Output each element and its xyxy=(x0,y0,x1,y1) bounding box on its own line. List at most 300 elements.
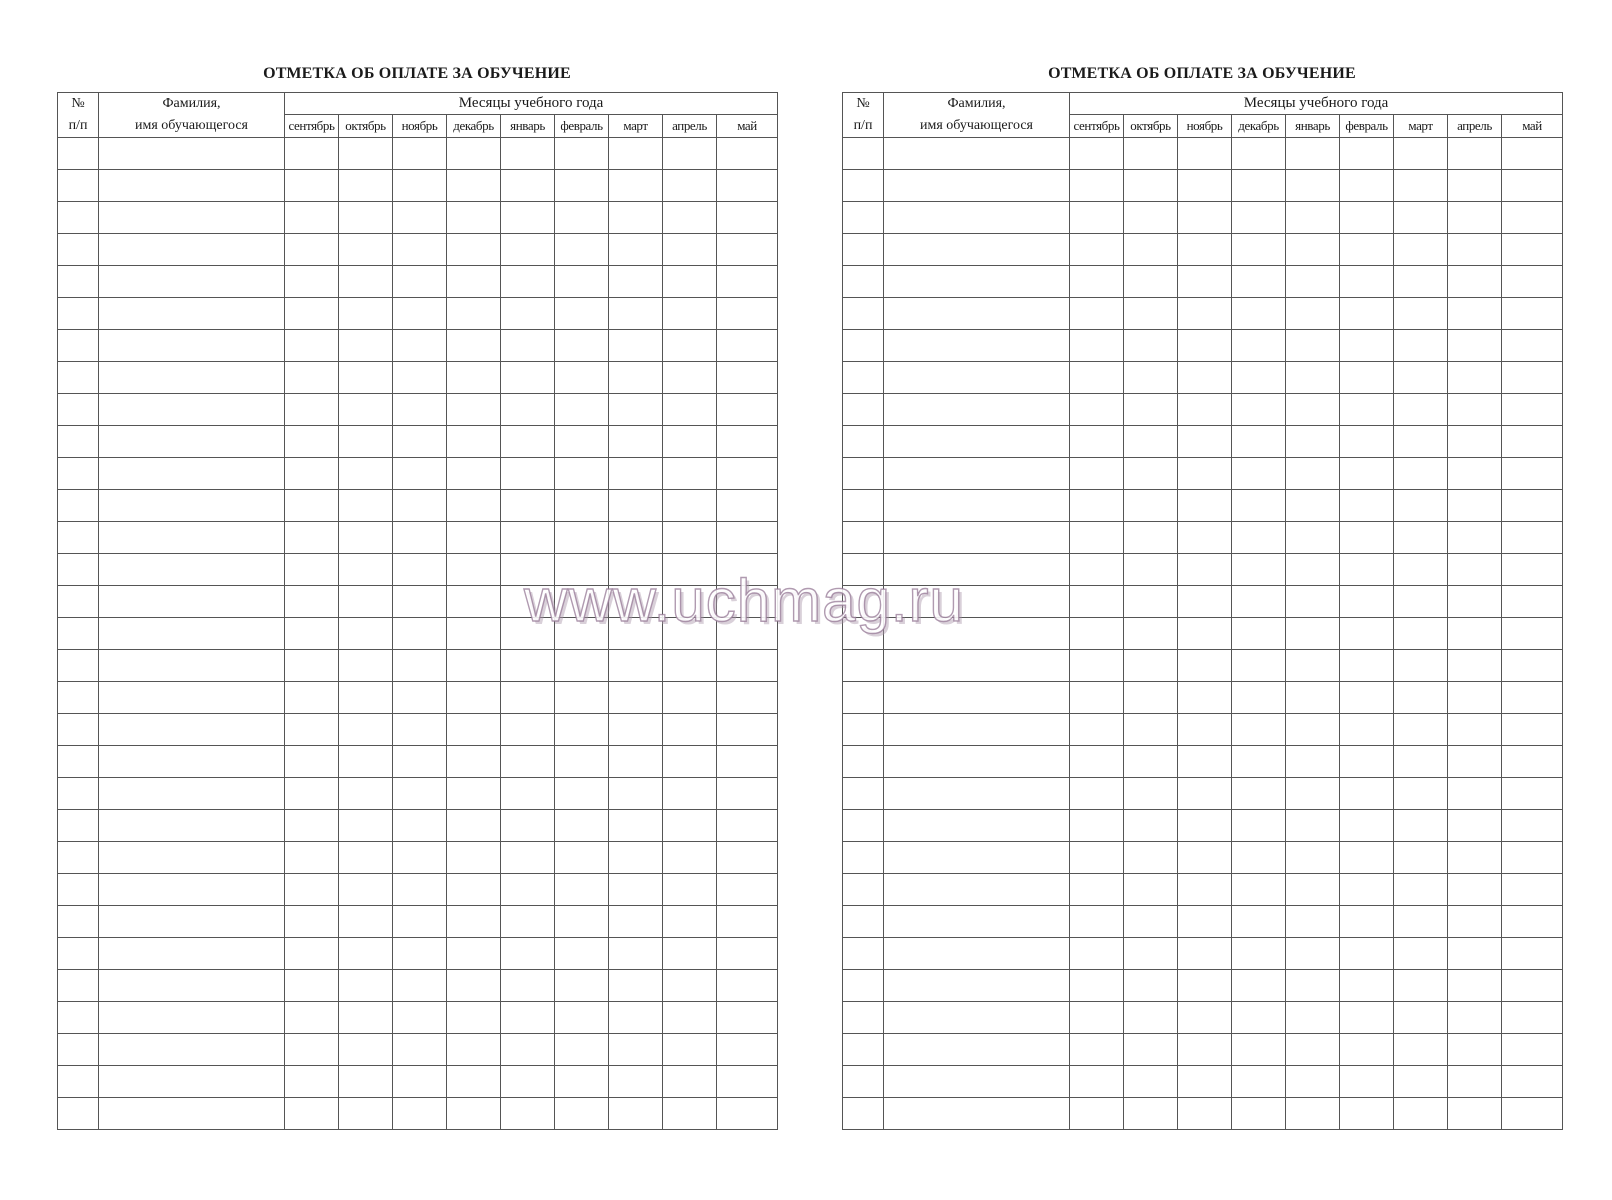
month-cell xyxy=(501,458,555,490)
month-cell xyxy=(1124,362,1178,394)
month-cell xyxy=(663,650,717,682)
month-cell xyxy=(1070,778,1124,810)
month-cell xyxy=(1448,426,1502,458)
month-cell xyxy=(1286,458,1340,490)
month-cell xyxy=(1286,586,1340,618)
table-row xyxy=(843,618,1563,650)
month-cell xyxy=(609,938,663,970)
month-cell xyxy=(1394,778,1448,810)
month-cell xyxy=(1340,906,1394,938)
month-cell xyxy=(609,874,663,906)
month-cell xyxy=(609,714,663,746)
month-cell xyxy=(1502,682,1563,714)
month-cell xyxy=(717,554,778,586)
month-cell xyxy=(717,266,778,298)
name-cell xyxy=(884,330,1070,362)
month-header: май xyxy=(1502,115,1563,138)
month-cell xyxy=(555,682,609,714)
month-cell xyxy=(285,202,339,234)
month-cell xyxy=(393,682,447,714)
month-header: май xyxy=(717,115,778,138)
month-cell xyxy=(1070,170,1124,202)
month-cell xyxy=(555,618,609,650)
month-cell xyxy=(1286,234,1340,266)
number-cell xyxy=(843,522,884,554)
table-row xyxy=(843,490,1563,522)
month-cell xyxy=(501,1034,555,1066)
month-cell xyxy=(555,650,609,682)
table-row xyxy=(58,746,778,778)
month-cell xyxy=(285,842,339,874)
table-row xyxy=(843,650,1563,682)
table-row xyxy=(843,1002,1563,1034)
number-cell xyxy=(843,842,884,874)
month-cell xyxy=(447,234,501,266)
month-cell xyxy=(1070,138,1124,170)
table-row xyxy=(58,266,778,298)
month-cell xyxy=(1394,970,1448,1002)
month-cell xyxy=(555,842,609,874)
number-cell xyxy=(843,426,884,458)
month-cell xyxy=(339,554,393,586)
month-cell xyxy=(393,426,447,458)
month-cell xyxy=(1502,298,1563,330)
month-cell xyxy=(1178,586,1232,618)
month-cell xyxy=(1394,1066,1448,1098)
month-cell xyxy=(1178,1034,1232,1066)
month-cell xyxy=(447,362,501,394)
month-cell xyxy=(393,778,447,810)
number-abbr: п/п xyxy=(853,118,873,133)
month-cell xyxy=(393,330,447,362)
month-cell xyxy=(1394,266,1448,298)
month-cell xyxy=(1340,746,1394,778)
month-cell xyxy=(501,746,555,778)
month-cell xyxy=(1340,842,1394,874)
month-cell xyxy=(1448,394,1502,426)
month-cell xyxy=(1070,618,1124,650)
month-cell xyxy=(1448,330,1502,362)
table-body xyxy=(58,138,778,1130)
month-cell xyxy=(339,1098,393,1130)
table-row xyxy=(58,554,778,586)
number-cell xyxy=(58,682,99,714)
month-cell xyxy=(1340,522,1394,554)
month-cell xyxy=(339,906,393,938)
month-cell xyxy=(1124,522,1178,554)
month-cell xyxy=(1070,234,1124,266)
month-cell xyxy=(285,522,339,554)
payment-sheet-right xyxy=(842,62,1562,1130)
column-header-months: Месяцы учебного года xyxy=(285,93,778,115)
month-cell xyxy=(1448,1002,1502,1034)
number-cell xyxy=(58,330,99,362)
month-cell xyxy=(285,554,339,586)
month-cell xyxy=(1070,874,1124,906)
month-cell xyxy=(1394,1002,1448,1034)
month-cell xyxy=(285,170,339,202)
month-cell xyxy=(717,842,778,874)
month-cell xyxy=(1502,746,1563,778)
month-cell xyxy=(393,938,447,970)
month-cell xyxy=(1232,714,1286,746)
number-cell xyxy=(58,522,99,554)
number-sign: № xyxy=(856,96,870,111)
month-cell xyxy=(663,458,717,490)
month-cell xyxy=(1502,618,1563,650)
month-cell xyxy=(1124,170,1178,202)
payment-sheet-left xyxy=(57,62,777,1130)
name-cell xyxy=(99,714,285,746)
month-cell xyxy=(447,522,501,554)
month-cell xyxy=(1232,1034,1286,1066)
name-cell xyxy=(99,1066,285,1098)
month-cell xyxy=(1448,138,1502,170)
table-row xyxy=(58,970,778,1002)
name-cell xyxy=(99,458,285,490)
month-cell xyxy=(609,810,663,842)
month-cell xyxy=(555,554,609,586)
month-cell xyxy=(1340,1066,1394,1098)
month-cell xyxy=(1178,650,1232,682)
column-header-name xyxy=(99,93,285,138)
table-row xyxy=(843,202,1563,234)
month-cell xyxy=(1232,746,1286,778)
number-cell xyxy=(843,1098,884,1130)
month-cell xyxy=(1178,938,1232,970)
month-header: март xyxy=(1394,115,1448,138)
month-cell xyxy=(285,938,339,970)
name-cell xyxy=(884,874,1070,906)
table-row xyxy=(58,618,778,650)
month-cell xyxy=(1448,906,1502,938)
month-cell xyxy=(1340,170,1394,202)
month-cell xyxy=(1448,618,1502,650)
month-header: ноябрь xyxy=(1178,115,1232,138)
month-cell xyxy=(1070,1034,1124,1066)
month-header: январь xyxy=(501,115,555,138)
month-cell xyxy=(393,650,447,682)
month-cell xyxy=(393,298,447,330)
month-cell xyxy=(1340,970,1394,1002)
month-cell xyxy=(1502,458,1563,490)
number-cell xyxy=(58,938,99,970)
month-cell xyxy=(1070,362,1124,394)
month-cell xyxy=(717,970,778,1002)
month-cell xyxy=(501,522,555,554)
number-cell xyxy=(58,362,99,394)
month-cell xyxy=(1448,266,1502,298)
month-cell xyxy=(555,874,609,906)
month-cell xyxy=(501,1002,555,1034)
month-cell xyxy=(1232,170,1286,202)
month-cell xyxy=(339,1034,393,1066)
month-cell xyxy=(609,1066,663,1098)
number-cell xyxy=(58,650,99,682)
month-cell xyxy=(339,778,393,810)
month-cell xyxy=(339,618,393,650)
number-cell xyxy=(58,554,99,586)
month-cell xyxy=(663,554,717,586)
month-cell xyxy=(609,746,663,778)
month-cell xyxy=(555,330,609,362)
month-cell xyxy=(1070,266,1124,298)
month-cell xyxy=(501,362,555,394)
month-cell xyxy=(1178,810,1232,842)
month-cell xyxy=(285,682,339,714)
month-cell xyxy=(1124,458,1178,490)
month-cell xyxy=(501,394,555,426)
month-cell xyxy=(1124,586,1178,618)
table-row xyxy=(58,202,778,234)
month-cell xyxy=(1448,554,1502,586)
number-cell xyxy=(843,1034,884,1066)
month-cell xyxy=(1286,522,1340,554)
month-cell xyxy=(1340,234,1394,266)
table-row xyxy=(58,842,778,874)
column-header-number xyxy=(58,93,99,138)
month-cell xyxy=(1178,298,1232,330)
month-cell xyxy=(1232,458,1286,490)
name-cell xyxy=(884,618,1070,650)
month-cell xyxy=(555,458,609,490)
month-cell xyxy=(339,1066,393,1098)
month-cell xyxy=(393,874,447,906)
table-row xyxy=(58,522,778,554)
table-row xyxy=(58,586,778,618)
month-cell xyxy=(609,618,663,650)
month-cell xyxy=(1124,394,1178,426)
name-cell xyxy=(99,554,285,586)
month-cell xyxy=(717,874,778,906)
month-cell xyxy=(717,586,778,618)
name-cell xyxy=(884,298,1070,330)
name-cell xyxy=(99,906,285,938)
month-header: октябрь xyxy=(339,115,393,138)
number-cell xyxy=(58,266,99,298)
name-label-line1: Фамилия, xyxy=(162,96,221,111)
month-cell xyxy=(1178,1066,1232,1098)
name-cell xyxy=(884,778,1070,810)
number-cell xyxy=(58,298,99,330)
month-cell xyxy=(555,906,609,938)
month-cell xyxy=(447,650,501,682)
name-cell xyxy=(884,490,1070,522)
month-cell xyxy=(393,746,447,778)
month-cell xyxy=(1394,1034,1448,1066)
table-row xyxy=(843,1066,1563,1098)
name-cell xyxy=(99,938,285,970)
month-cell xyxy=(1502,202,1563,234)
table-row xyxy=(843,682,1563,714)
month-cell xyxy=(717,778,778,810)
month-cell xyxy=(1502,554,1563,586)
month-cell xyxy=(717,170,778,202)
month-cell xyxy=(393,1034,447,1066)
month-header: сентябрь xyxy=(1070,115,1124,138)
month-cell xyxy=(447,138,501,170)
month-cell xyxy=(285,714,339,746)
month-cell xyxy=(1124,202,1178,234)
table-row xyxy=(58,362,778,394)
month-cell xyxy=(1286,906,1340,938)
name-cell xyxy=(99,778,285,810)
month-cell xyxy=(1178,1098,1232,1130)
month-cell xyxy=(339,746,393,778)
month-cell xyxy=(1070,554,1124,586)
month-cell xyxy=(1124,330,1178,362)
month-cell xyxy=(1340,138,1394,170)
month-cell xyxy=(1286,1098,1340,1130)
number-cell xyxy=(58,1002,99,1034)
month-cell xyxy=(393,1002,447,1034)
name-cell xyxy=(884,1098,1070,1130)
month-header: март xyxy=(609,115,663,138)
month-cell xyxy=(1070,298,1124,330)
month-cell xyxy=(1232,522,1286,554)
month-cell xyxy=(1394,234,1448,266)
month-cell xyxy=(339,650,393,682)
month-cell xyxy=(717,714,778,746)
month-cell xyxy=(663,266,717,298)
name-cell xyxy=(884,234,1070,266)
month-cell xyxy=(1502,138,1563,170)
month-cell xyxy=(1286,1034,1340,1066)
month-cell xyxy=(339,682,393,714)
month-cell xyxy=(285,746,339,778)
month-cell xyxy=(1124,906,1178,938)
month-cell xyxy=(1502,874,1563,906)
month-cell xyxy=(1232,266,1286,298)
number-cell xyxy=(843,586,884,618)
month-cell xyxy=(501,298,555,330)
month-cell xyxy=(1340,266,1394,298)
month-cell xyxy=(663,202,717,234)
table-row xyxy=(58,938,778,970)
name-cell xyxy=(884,970,1070,1002)
month-cell xyxy=(447,1002,501,1034)
month-cell xyxy=(1286,394,1340,426)
month-cell xyxy=(1502,778,1563,810)
month-cell xyxy=(1394,874,1448,906)
month-cell xyxy=(555,970,609,1002)
month-cell xyxy=(285,266,339,298)
month-cell xyxy=(609,522,663,554)
month-cell xyxy=(1232,202,1286,234)
month-cell xyxy=(1340,618,1394,650)
month-cell xyxy=(609,234,663,266)
table-row xyxy=(843,938,1563,970)
month-cell xyxy=(663,362,717,394)
month-cell xyxy=(1232,490,1286,522)
table-row xyxy=(58,682,778,714)
month-cell xyxy=(717,298,778,330)
month-header: сентябрь xyxy=(285,115,339,138)
number-cell xyxy=(58,426,99,458)
month-cell xyxy=(1124,810,1178,842)
month-cell xyxy=(501,810,555,842)
name-label-line2: имя обучающегося xyxy=(920,118,1033,133)
month-cell xyxy=(285,138,339,170)
month-cell xyxy=(339,938,393,970)
month-cell xyxy=(1070,330,1124,362)
month-cell xyxy=(393,618,447,650)
name-cell xyxy=(99,874,285,906)
month-cell xyxy=(609,1098,663,1130)
month-cell xyxy=(609,1002,663,1034)
month-cell xyxy=(1232,970,1286,1002)
month-cell xyxy=(1394,170,1448,202)
month-cell xyxy=(1394,138,1448,170)
month-cell xyxy=(1124,298,1178,330)
month-cell xyxy=(285,650,339,682)
month-cell xyxy=(339,714,393,746)
number-cell xyxy=(843,458,884,490)
month-cell xyxy=(1340,682,1394,714)
month-cell xyxy=(555,522,609,554)
month-cell xyxy=(1178,906,1232,938)
month-cell xyxy=(1340,650,1394,682)
month-cell xyxy=(663,810,717,842)
month-cell xyxy=(1448,490,1502,522)
month-cell xyxy=(447,554,501,586)
name-cell xyxy=(884,202,1070,234)
table-row xyxy=(58,778,778,810)
number-cell xyxy=(58,1098,99,1130)
month-cell xyxy=(1502,586,1563,618)
table-row xyxy=(843,778,1563,810)
month-cell xyxy=(1502,1034,1563,1066)
month-cell xyxy=(393,906,447,938)
column-header-number xyxy=(843,93,884,138)
month-cell xyxy=(339,490,393,522)
month-cell xyxy=(609,1034,663,1066)
month-cell xyxy=(1286,682,1340,714)
name-cell xyxy=(99,618,285,650)
month-cell xyxy=(609,362,663,394)
month-cell xyxy=(447,202,501,234)
month-cell xyxy=(501,330,555,362)
payment-table xyxy=(57,92,778,1130)
month-cell xyxy=(609,426,663,458)
month-cell xyxy=(501,202,555,234)
name-cell xyxy=(884,458,1070,490)
month-cell xyxy=(501,1098,555,1130)
month-cell xyxy=(285,1066,339,1098)
month-cell xyxy=(1070,682,1124,714)
table-row xyxy=(58,138,778,170)
month-cell xyxy=(1232,394,1286,426)
month-cell xyxy=(555,490,609,522)
number-cell xyxy=(843,234,884,266)
month-cell xyxy=(1394,842,1448,874)
month-cell xyxy=(1394,618,1448,650)
month-cell xyxy=(555,1034,609,1066)
month-cell xyxy=(1070,202,1124,234)
name-cell xyxy=(99,138,285,170)
month-cell xyxy=(393,138,447,170)
month-cell xyxy=(501,842,555,874)
month-cell xyxy=(1502,1002,1563,1034)
month-cell xyxy=(1448,458,1502,490)
number-cell xyxy=(58,138,99,170)
name-cell xyxy=(884,714,1070,746)
month-cell xyxy=(447,778,501,810)
month-cell xyxy=(1232,1002,1286,1034)
month-cell xyxy=(1178,490,1232,522)
month-cell xyxy=(609,586,663,618)
month-cell xyxy=(1394,330,1448,362)
